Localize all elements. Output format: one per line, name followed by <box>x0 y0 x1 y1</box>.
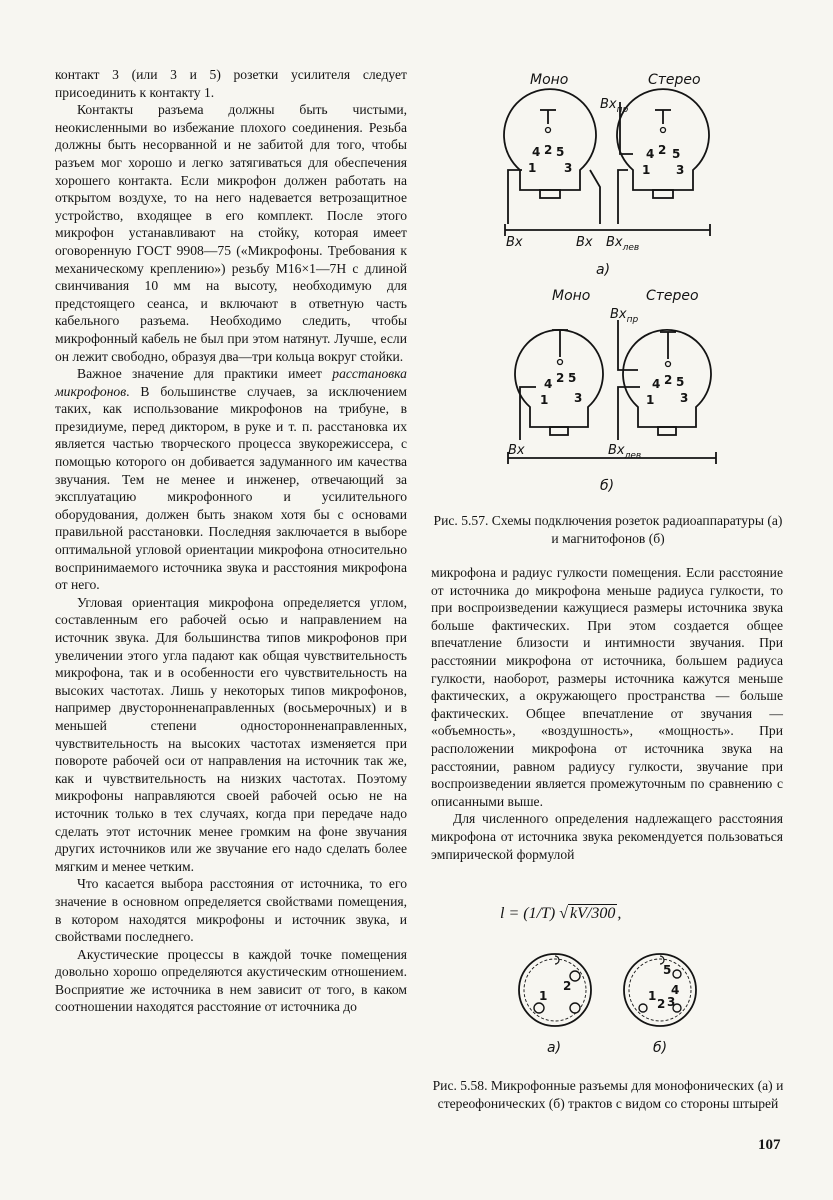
formula <box>500 905 720 923</box>
pin-label: 1 <box>642 163 651 177</box>
mono-socket-a <box>504 89 596 190</box>
paragraph-lead: Важное значение для практики имеет <box>77 366 322 382</box>
pin-label: 2 <box>556 371 565 385</box>
paragraph: Контакты разъема должны быть чистыми, неокисленными во избежание плохого соединения. Резьба должны быть несорванной и не забитой для того, чтобы разъем мог хорошо и легко затягиваться для обеспечения хорошего контакта. Если микрофон должен работать на открытом воздухе, то на него надевается ветрозащитное устройство, входящее в его комплект. После этого микрофон устанавливают на стойку, которая имеет оговоренную ГОСТ 9908—75 («Микрофоны. Требования к механическому креплению») резьбу M16×1—7H с длиной свинчивания 10 мм на высоту, необходимую для предстоящего сеанса, и включают в ответную часть кабельного разъема. Необходимо следить, чтобы микрофонный кабель не был при этом натянут. Лучше, если он лежит свободно, образуя два—три кольца вокруг стойки. <box>55 102 407 364</box>
pin-label: 5 <box>568 371 577 385</box>
formula-radical: kV/300 <box>570 905 616 922</box>
stereo-connector <box>624 954 696 1026</box>
pin-label: 1 <box>648 989 657 1003</box>
pin-label: 4 <box>671 983 680 997</box>
panel-label-a: а) <box>596 262 611 278</box>
panel-label-b: б) <box>600 478 615 494</box>
pin-label: 1 <box>646 393 655 407</box>
pin-label: 1 <box>528 161 537 175</box>
figure-5-57-diagram <box>500 62 730 502</box>
figure-5-58-diagram <box>505 950 705 1060</box>
panel-label-b: б) <box>653 1040 668 1056</box>
input-left-label: $Вх_{лев}$ <box>606 235 640 253</box>
input-right-label: $Вх_{пр}$ <box>600 97 629 115</box>
pin-label: 4 <box>532 145 541 159</box>
pin-label: 3 <box>680 391 689 405</box>
paragraph: Для численного определения надлежащего расстояния микрофона от источника звука рекомендуется пользоваться эмпирической формулой <box>431 811 783 862</box>
paragraph <box>55 365 407 594</box>
socket-key <box>658 427 676 435</box>
formula-tail: , <box>617 905 622 922</box>
pin-label: 1 <box>539 989 548 1003</box>
socket-key <box>540 190 560 198</box>
input-label: Вх <box>506 235 523 250</box>
paragraph: Угловая ориентация микрофона определяется углом, составленным его рабочей осью и направлением на источник звука. Для большинства типов микрофонов при увеличении этого угла падают как общая чувствительность микрофона, так и в особенности его чувствительность на высоких частотах. Лишь у некоторых типов микрофонов, например двусторонненаправленных (восьмерочных) и в меньшей степени односторонненаправленных, чувствительность на высоких частотах изменяется при повороте рабочей оси от направления на источник так же, как и чувствительность на низких частотах. Поэтому микрофоны направляются своей рабочей осью не на источник только в тех случаях, когда при передаче надо сделать этот источник менее громким на фоне звучания других источников или же звучание его надо сделать более мягким и менее четким. <box>55 594 407 874</box>
pin-label: 3 <box>564 161 573 175</box>
right-text-column <box>431 564 783 863</box>
input-label: Вх <box>576 235 593 250</box>
figure-5-58-caption: Рис. 5.58. Микрофонные разъемы для монофонических (а) и стереофонических (б) трактов с видом со стороны штырей <box>432 1078 784 1111</box>
paragraph: Акустические процессы в каждой точке помещения довольно хорошо определяются акустическим отношением. Восприятие же источника в нем зависит от того, в каком соотношении находятся расстояние от источника до <box>55 946 407 1015</box>
pin-label: 2 <box>658 143 667 157</box>
stereo-socket-a <box>617 89 709 190</box>
pin-label: 1 <box>540 393 549 407</box>
label-stereo-b: Стерео <box>646 288 699 304</box>
paragraph: микрофона и радиус гулкости помещения. Если расстояние от источника до микрофона меньше радиуса гулкости, то при воспроизведении кажущиеся размеры источника звука больше фактических. При этом создается общее впечатление близости и интимности звучания. При расстоянии микрофона от источника, большем радиуса гулкости, наоборот, размеры источника кажутся меньше фактических, а окружающего пространства — больше фактических. Общее впечатление от звучания — «объемность», «воздушность», «мощность». При расположении микрофона от источника звука на расстоянии, равном радиусу гулкости, звучание при воспроизведении является промежуточным по сравнению с описанными выше. <box>431 565 783 809</box>
pin-label: 2 <box>563 979 572 993</box>
socket-key <box>550 427 568 435</box>
pin-label: 5 <box>676 375 685 389</box>
pin-label: 4 <box>544 377 553 391</box>
emphasis-term: расстановка микрофонов <box>55 366 407 399</box>
socket-key <box>653 190 673 198</box>
paragraph-rest: . В большинстве случаев, за исключением таких, как использование микрофонов на трибуне, в президиуме, перед диктором, в руке и т. п. расстановка их является частью творческого процесса звукорежиссера, с помощью которого он добивается задуманного им качества звучания. Тем не менее и инженер, отвечающий за эксплуатацию микрофонного и усилительного оборудования, должен быть знаком хотя бы с основами правильной расстановки. Последняя заключается в выборе оптимальной угловой ориентации микрофона относительно воспринимаемого источника звука и расстояния микрофона от него. <box>55 383 407 593</box>
paragraph: контакт 3 (или 3 и 5) розетки усилителя следует присоединить к контакту 1. <box>55 67 407 100</box>
figure-5-57-caption: Рис. 5.57. Схемы подключения розеток радиоаппаратуры (а) и магнитофонов (б) <box>433 513 783 546</box>
pin-label: 5 <box>663 963 672 977</box>
radical-sign: √ <box>559 905 569 922</box>
pin-label: 2 <box>544 143 553 157</box>
pin-label: 4 <box>646 147 655 161</box>
pin-label: 3 <box>667 995 676 1009</box>
panel-label-a: а) <box>547 1040 562 1056</box>
left-text-column <box>55 66 407 1016</box>
formula-lhs: l = (1/T) <box>500 905 556 922</box>
pin-label: 2 <box>664 373 673 387</box>
paragraph: Что касается выбора расстояния от источника, то его значение в основном определяется свойствами помещения, в котором находятся микрофоны и источник звука, и свойствами последнего. <box>55 876 407 945</box>
label-stereo-a: Стерео <box>648 72 701 88</box>
pin-label: 2 <box>657 997 666 1011</box>
pin-label: 5 <box>672 147 681 161</box>
page-number: 107 <box>758 1137 781 1153</box>
pin-label: 4 <box>652 377 661 391</box>
pin-label: 3 <box>574 391 583 405</box>
pin-label: 3 <box>676 163 685 177</box>
input-left-label: $Вх_{лев}$ <box>608 443 642 461</box>
pin-label: 5 <box>556 145 565 159</box>
label-mono-a: Моно <box>530 72 569 88</box>
mono-connector <box>519 954 591 1026</box>
input-right-label: $Вх_{пр}$ <box>610 307 639 325</box>
input-label: Вх <box>508 443 525 458</box>
label-mono-b: Моно <box>552 288 591 304</box>
